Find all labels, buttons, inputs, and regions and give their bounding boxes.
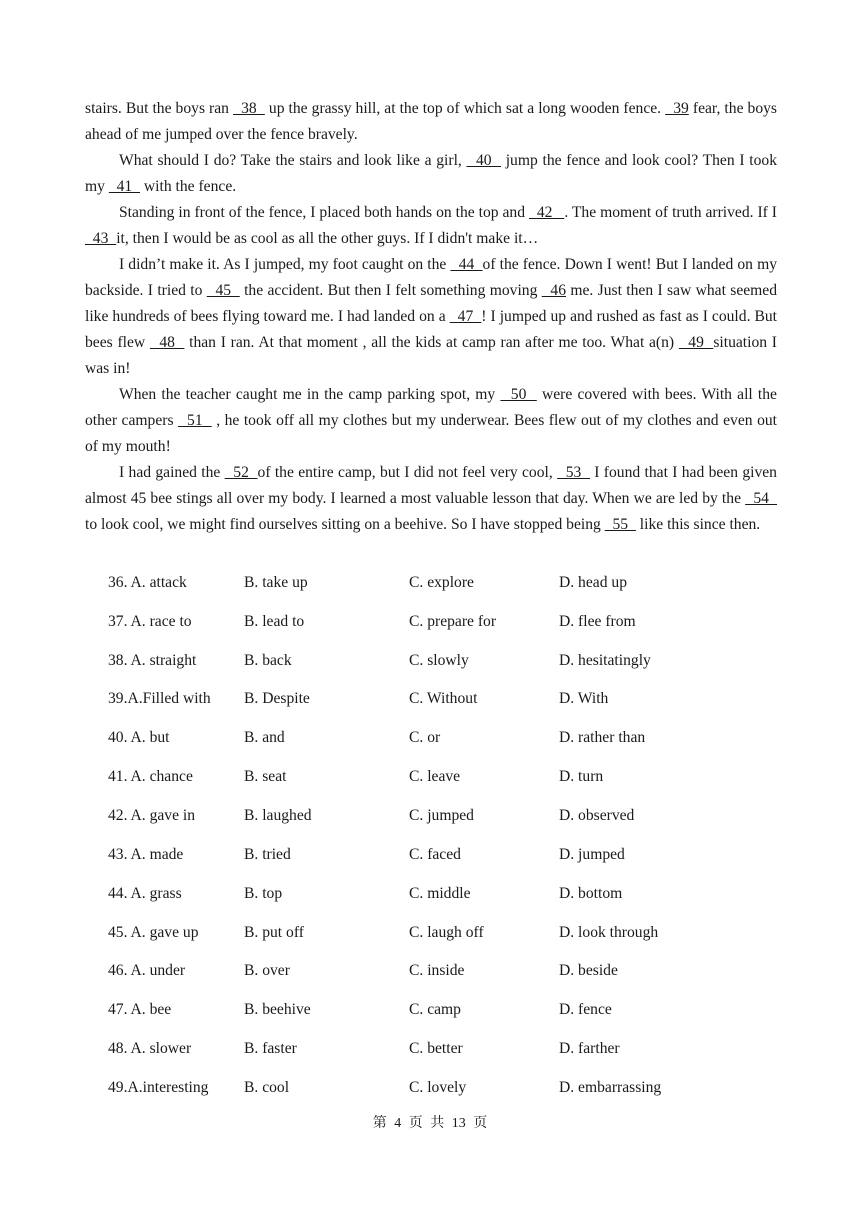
option-d: D. embarrassing [559,1079,662,1096]
option-c: C. or [409,729,441,746]
option-c: C. explore [409,574,474,591]
option-c: C. leave [409,768,461,785]
option-c: C. inside [409,962,465,979]
text-span: , he took off all my clothes but my underwear. Bees flew out of my clothes and even out of my mouth! [85,412,778,455]
option-d: D. look through [559,924,659,941]
option-a: 37. A. race to [108,613,192,630]
option-c: C. Without [409,690,478,707]
option-b: B. seat [244,768,287,785]
option-b: B. back [244,652,292,669]
option-b: B. and [244,729,285,746]
option-d: D. rather than [559,729,646,746]
option-a: 44. A. grass [108,885,182,902]
text-span: with the fence. [140,178,237,195]
option-d: D. bottom [559,885,623,902]
text-span: I found that I had been given almost 45 bee stings all over my body. I learned a most valuable lesson that day. When we are led by the [85,464,777,507]
text-span: were covered with bees. With all the other campers [85,386,777,429]
option-b: B. tried [244,846,291,863]
option-a: 49.A.interesting [108,1079,209,1096]
blank-49: 49 [678,334,714,351]
text-span: of the fence. Down I went! But I landed on my backside. I tried to [85,256,777,299]
option-d: D. fence [559,1001,612,1018]
blank-45: 45 [206,282,240,299]
text-span: the accident. But then I felt something moving [239,282,542,299]
option-c: C. prepare for [409,613,497,630]
blank-52: 52 [224,464,258,481]
paragraph-6 [85,460,777,538]
option-b: B. Despite [244,690,310,707]
option-c: C. laugh off [409,924,484,941]
blank-44: 44 [450,256,483,273]
option-c: C. middle [409,885,471,902]
text-span: Standing in front of the fence, I placed both hands on the top and [119,204,529,221]
text-span: stairs. But the boys ran [85,100,234,117]
option-c: C. better [409,1040,463,1057]
paragraph-2 [85,148,777,200]
option-b: B. put off [244,924,304,941]
option-a: 47. A. bee [108,1001,172,1018]
paragraph-1 [85,96,777,148]
text-span: than I ran. At that moment , all the kids at camp ran after me too. What a(n) [184,334,679,351]
text-span: to look cool, we might find ourselves sitting on a beehive. So I have stopped being [85,516,605,533]
option-b: B. laughed [244,807,312,824]
text-span: like this since then. [635,516,761,533]
blank-55: 55 [604,516,636,533]
option-a: 48. A. slower [108,1040,192,1057]
text-span: up the grassy hill, at the top of which sat a long wooden fence. [264,100,666,117]
option-d: D. farther [559,1040,620,1057]
option-c: C. lovely [409,1079,467,1096]
paragraph-5 [85,382,777,460]
text-span: it, then I would be as cool as all the other guys. If I didn't make it… [116,230,539,247]
option-a: 46. A. under [108,962,186,979]
text-span: situation I was in! [85,334,777,377]
blank-50: 50 [500,386,537,403]
text-span: I had gained the [119,464,225,481]
text-span: I didn’t make it. As I jumped, my foot caught on the [119,256,451,273]
text-span: fear, the boys ahead of me jumped over the fence bravely. [85,100,777,143]
option-d: D. With [559,690,609,707]
text-span: me. Just then I saw what seemed like hundreds of bees flying toward me. I had landed on a [85,282,778,325]
paragraph-4 [85,252,777,382]
option-d: D. hesitatingly [559,652,651,669]
option-c: C. faced [409,846,461,863]
blank-38: 38 [233,100,265,117]
option-a: 36. A. attack [108,574,187,591]
blank-51: 51 [178,412,212,429]
option-a: 43. A. made [108,846,184,863]
option-d: D. flee from [559,613,636,630]
option-c: C. camp [409,1001,461,1018]
page-footer: 第 4 页 共 13 页 [372,1116,488,1131]
option-d: D. jumped [559,846,625,863]
option-b: B. cool [244,1079,290,1096]
blank-53: 53 [557,464,590,481]
paragraph-3 [85,200,777,252]
blank-46: 46 [541,282,567,299]
option-b: B. top [244,885,283,902]
option-a: 42. A. gave in [108,807,196,824]
option-a: 39.A.Filled with [108,690,211,707]
option-d: D. turn [559,768,604,785]
text-span: What should I do? Take the stairs and look like a girl, [119,152,467,169]
text-span: jump the fence and look cool? Then I took my [85,152,777,195]
option-b: B. over [244,962,290,979]
blank-43: 43 [85,230,117,247]
text-span: of the entire camp, but I did not feel very cool, [257,464,558,481]
option-c: C. slowly [409,652,469,669]
blank-41: 41 [108,178,141,195]
option-b: B. faster [244,1040,297,1057]
blank-54: 54 [745,490,778,507]
text-span: ! I jumped up and rushed as fast as I could. But bees flew [85,308,778,351]
option-b: B. beehive [244,1001,311,1018]
option-a: 38. A. straight [108,652,197,669]
blank-47: 47 [449,308,482,325]
option-d: D. head up [559,574,627,591]
option-a: 45. A. gave up [108,924,199,941]
text-span: . The moment of truth arrived. If I [564,204,778,221]
option-b: B. take up [244,574,308,591]
option-c: C. jumped [409,807,474,824]
option-b: B. lead to [244,613,305,630]
option-d: D. beside [559,962,618,979]
blank-48: 48 [149,334,185,351]
option-a: 40. A. but [108,729,170,746]
option-d: D. observed [559,807,635,824]
text-span: When the teacher caught me in the camp parking spot, my [119,386,501,403]
option-a: 41. A. chance [108,768,193,785]
blank-39: 39 [665,100,689,117]
blank-42: 42 [528,204,565,221]
blank-40: 40 [466,152,501,169]
passage [85,96,777,538]
